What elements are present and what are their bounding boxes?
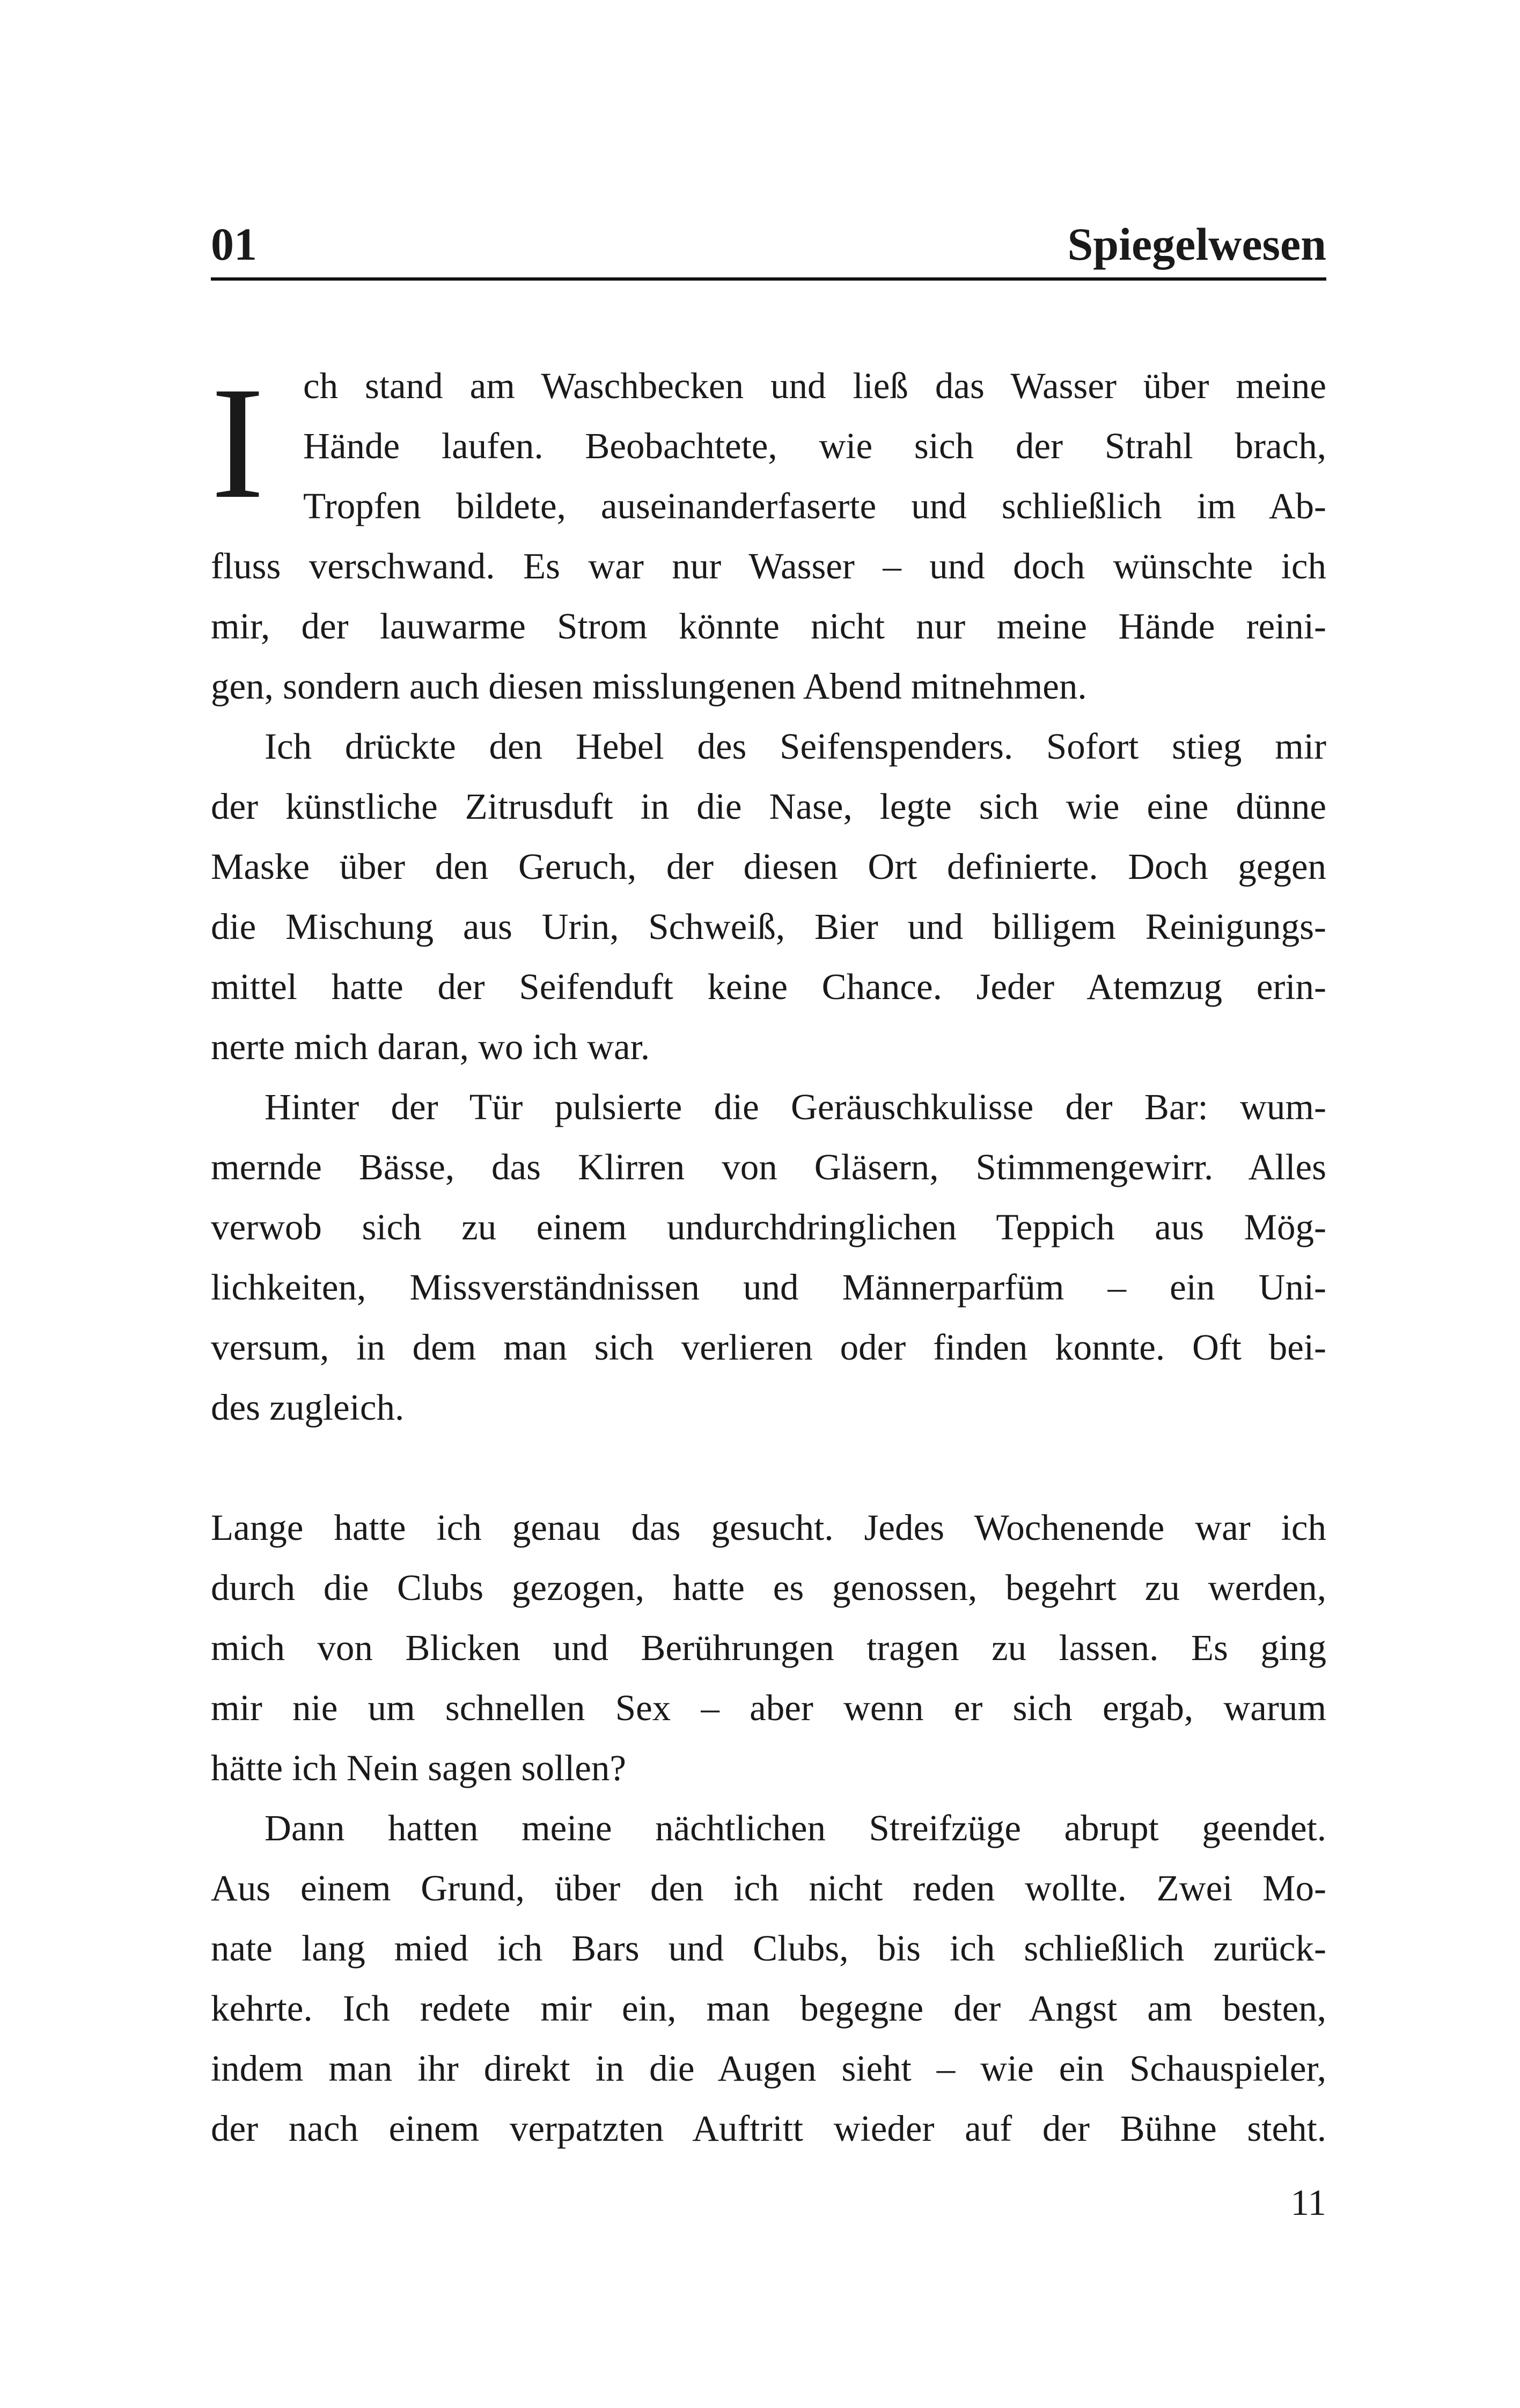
page-number: 11 [1290,2182,1326,2223]
text-line: Ich drückte den Hebel des Seifenspenders. Sofort stieg mir [265,726,1326,767]
text-line: die Mischung aus Urin, Schweiß, Bier und billigem Reinigungs- [211,906,1326,947]
text-line: Maske über den Geruch, der diesen Ort definierte. Doch gegen [211,846,1326,887]
body-text [211,356,1326,2191]
text-line: durch die Clubs gezogen, hatte es genossen, begehrt zu werden, [211,1567,1326,1608]
text-line: des zugleich. [211,1387,405,1428]
text-line: indem man ihr direkt in die Augen sieht – wie ein Schauspieler, [211,2048,1326,2089]
text-line: nate lang mied ich Bars und Clubs, bis ich schließlich zurück- [211,1928,1326,1969]
header-rule [211,277,1326,281]
chapter-title: Spiegelwesen [1067,218,1326,270]
text-line: Hinter der Tür pulsierte die Geräuschkulisse der Bar: wum- [265,1086,1326,1127]
text-line: verwob sich zu einem undurchdringlichen Teppich aus Mög- [211,1207,1326,1247]
text-line: mernde Bässe, das Klirren von Gläsern, Stimmengewirr. Alles [211,1147,1326,1187]
text-line: mich von Blicken und Berührungen tragen zu lassen. Es ging [211,1627,1326,1668]
text-line: mir, der lauwarme Strom könnte nicht nur meine Hände reini- [211,606,1326,647]
text-line: gen, sondern auch diesen misslungenen Abend mitnehmen. [211,666,1087,707]
text-line: hätte ich Nein sagen sollen? [211,1748,627,1788]
text-line: lichkeiten, Missverständnissen und Männerparfüm – ein Uni- [211,1267,1326,1308]
text-line: Lange hatte ich genau das gesucht. Jedes Wochenende war ich [211,1507,1326,1548]
text-line: der nach einem verpatzten Auftritt wieder auf der Bühne steht. [211,2108,1326,2149]
text-line: versum, in dem man sich verlieren oder finden konnte. Oft bei- [211,1327,1326,1368]
chapter-header [211,212,1326,279]
text-line: Hände laufen. Beobachtete, wie sich der Strahl brach, [303,425,1326,466]
text-line: Tropfen bildete, auseinanderfaserte und schließlich im Ab- [303,486,1326,526]
text-line: mittel hatte der Seifenduft keine Chance. Jeder Atemzug erin- [211,966,1326,1007]
drop-cap: I [211,354,265,532]
text-line: kehrte. Ich redete mir ein, man begegne der Angst am besten, [211,1988,1326,2029]
text-line: mir nie um schnellen Sex – aber wenn er sich ergab, warum [211,1687,1326,1728]
chapter-number: 01 [211,218,257,270]
text-line: nerte mich daran, wo ich war. [211,1026,650,1067]
text-line: fluss verschwand. Es war nur Wasser – und doch wünschte ich [211,546,1326,586]
text-line: Aus einem Grund, über den ich nicht reden wollte. Zwei Mo- [211,1868,1326,1908]
text-line: der künstliche Zitrusduft in die Nase, legte sich wie eine dünne [211,786,1326,827]
text-line: ch stand am Waschbecken und ließ das Wasser über meine [303,365,1326,406]
text-line: Dann hatten meine nächtlichen Streifzüge abrupt geendet. [265,1808,1326,1848]
